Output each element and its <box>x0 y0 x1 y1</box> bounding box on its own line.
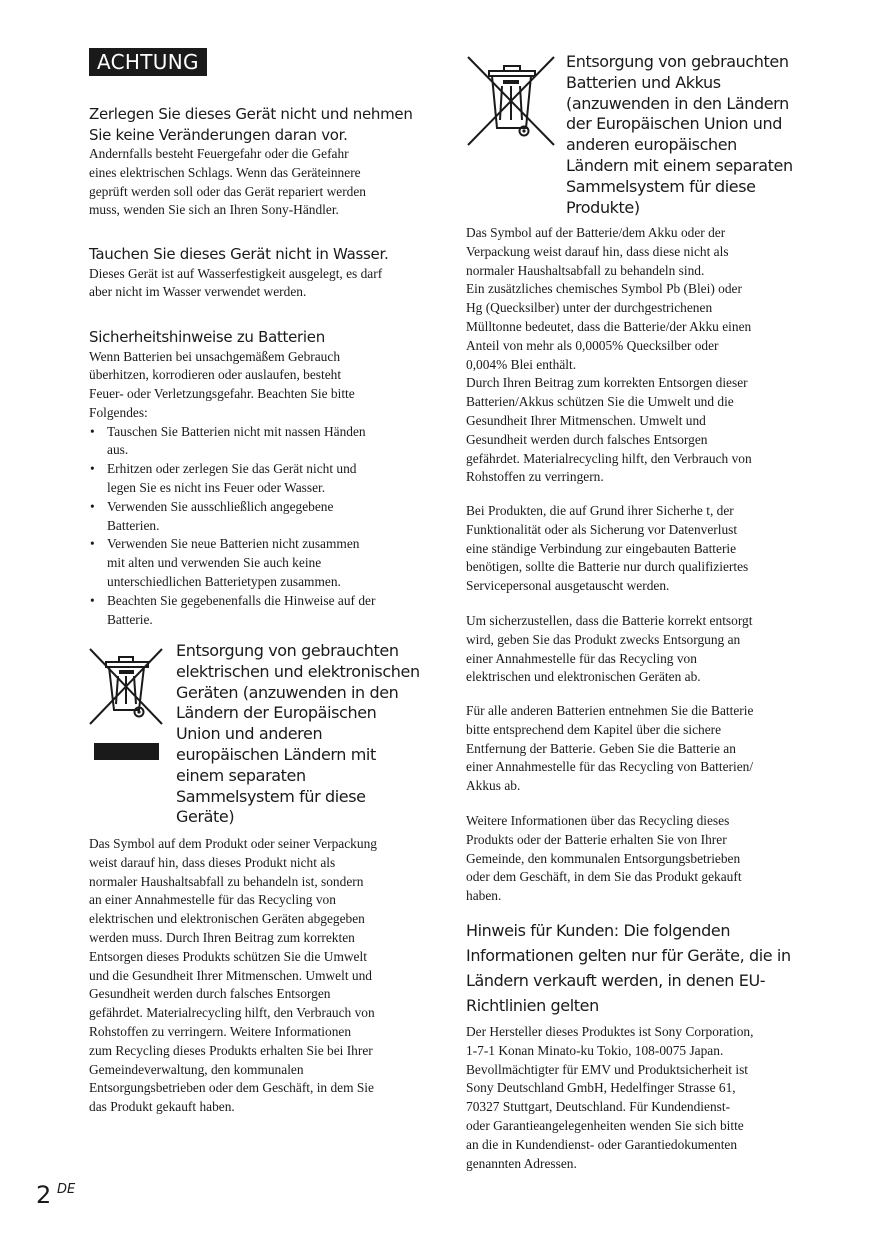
heading-weee-batteries: Entsorgung von gebrauchten Batterien und Akkus (anzuwenden in den Ländern der Europäischen Union und anderen europäischen Ländern mit einem separaten Sammelsystem für diese Produkte) <box>566 52 793 217</box>
list-item: • Erhitzen oder zerlegen Sie das Gerät nicht und legen Sie es nicht ins Feuer oder Wasser. <box>89 460 429 498</box>
heading-battery-safety: Sicherheitshinweise zu Batterien <box>89 328 325 346</box>
body-water: Dieses Gerät ist auf Wasserfestigkeit ausgelegt, es darf aber nicht im Wasser verwendet werden. <box>89 265 383 300</box>
paragraph-other-batteries: Für alle anderen Batterien entnehmen Sie die Batterie bitte entsprechend dem Kapitel über die sichere Entfernung der Batterie. Geben Sie die Batterie an einer Annahmestelle für das Recycling von Batterien/ Akkus ab. <box>466 703 754 794</box>
body-disassembly: Andernfalls besteht Feuergefahr oder die Gefahr eines elektrischen Schlags. Wenn das Geräteinnere geprüft werden soll oder das Gerät repariert werden muss, wenden Sie sich an Ihren Sony-Händler. <box>89 146 366 218</box>
heading-water: Tauchen Sie dieses Gerät nicht in Wasser. <box>89 245 389 263</box>
language-code: DE <box>57 1182 76 1197</box>
page-number: 2 <box>36 1181 52 1209</box>
weee-bin-icon <box>89 646 163 762</box>
heading-disassembly: Zerlegen Sie dieses Gerät nicht und nehmen Sie keine Veränderungen daran vor. <box>89 105 413 144</box>
section-battery-safety <box>89 327 429 629</box>
body-weee-devices: Das Symbol auf dem Produkt oder seiner Verpackung weist darauf hin, dass dieses Produkt nicht als normaler Haushaltsabfall zu behandeln ist, sondern an einer Annahmestelle für das Recycling von elektrischen und elektronischen Geräten abgegeben werden muss. Durch Ihren Beitrag zum korrekten Entsorgen dieses Produkts schützen Sie die Umwelt und die Gesundheit Ihrer Mitmenschen. Umwelt und Gesundheit werden durch falsches Entsorgen gefährdet. Materialrecycling hilft, den Verbrauch von Rohstoffen zu verringern. Weitere Informationen zum Recycling dieses Produkts erhalten Sie bei Ihrer Gemeindeverwaltung, den kommunalen Entsorgungsbetrieben oder dem Geschäft, in dem Sie das Produkt gekauft haben. <box>89 836 377 1115</box>
battery-safety-list <box>89 423 429 630</box>
body-eu-notice: Der Hersteller dieses Produktes ist Sony Corporation, 1-7-1 Konan Minato-ku Tokio, 108-0075 Japan. Bevollmächtigter für EMV und Produktsicherheit ist Sony Deutschland GmbH, Hedelfinger Strasse 61, 70327 Stuttgart, Deutschland. Für Kundendienst- oder Garantieangelegenheiten wenden Sie sich bitte an die in Kundendienst- oder Garantiedokumenten genannten Adressen. <box>466 1024 754 1171</box>
paragraph-correct-disposal: Um sicherzustellen, dass die Batterie korrekt entsorgt wird, geben Sie das Produkt zwecks Entsorgung an einer Annahmestelle für das Recycling von elektrischen und elektronischen Geräten ab. <box>466 613 753 685</box>
body-battery-safety: Wenn Batterien bei unsachgemäßem Gebrauch überhitzen, korrodieren oder auslaufen, besteht Feuer- oder Verletzungsgefahr. Beachten Sie bitte Folgendes: <box>89 348 355 420</box>
section-water <box>89 244 429 302</box>
heading-eu-notice: Hinweis für Kunden: Die folgenden Informationen gelten nur für Geräte, die in Ländern verkauft werden, in denen EU- Richtlinien gelten <box>466 921 791 1015</box>
paragraph-built-in-battery: Bei Produkten, die auf Grund ihrer Sicherhe t, der Funktionalität oder als Sicherung vor Datenverlust eine ständige Verbindung zur eingebauten Batterie benötigen, sollte die Batterie nur durch qualifiziertes Servicepersonal ausgetauscht werden. <box>466 503 749 594</box>
body-weee-batteries: Das Symbol auf der Batterie/dem Akku oder der Verpackung weist darauf hin, dass diese nicht als normaler Haushaltsabfall zu behandeln sind. Ein zusätzliches chemisches Symbol Pb (Blei) oder Hg (Quecksilber) unter der durchgestrichenen Mülltonne bedeutet, dass die Batterie/der Akku einen Anteil von mehr als 0,0005% Quecksilber oder 0,004% Blei enthält. Durch Ihren Beitrag zum korrekten Entsorgen dieser Batterien/Akkus schützen Sie die Umwelt und die Gesundheit Ihrer Mitmenschen. Umwelt und Gesundheit werden durch falsches Entsorgen gefährdet. Materialrecycling hilft, den Verbrauch von Rohstoffen zu verringern. <box>466 225 752 485</box>
list-item: • Tauschen Sie Batterien nicht mit nassen Händen aus. <box>89 423 429 461</box>
paragraph-more-info: Weitere Informationen über das Recycling dieses Produkts oder der Batterie erhalten Sie von Ihrer Gemeinde, den kommunalen Entsorgungsbetrieben oder dem Geschäft, in dem Sie das Produkt gekauft haben. <box>466 813 742 904</box>
section-disassembly <box>89 104 429 220</box>
heading-weee-devices: Entsorgung von gebrauchten elektrischen und elektronischen Geräten (anzuwenden in den Ländern der Europäischen Union und anderen europäischen Ländern mit einem separaten Sammelsystem für diese Geräte) <box>176 641 420 827</box>
weee-battery-bin-icon <box>466 54 556 148</box>
list-item: • Beachten Sie gegebenenfalls die Hinweise auf der Batterie. <box>89 592 429 630</box>
list-item: • Verwenden Sie neue Batterien nicht zusammen mit alten und verwenden Sie auch keine unterschiedlichen Batterietypen zusammen. <box>89 535 429 591</box>
warning-badge: ACHTUNG <box>89 48 207 76</box>
list-item: • Verwenden Sie ausschließlich angegebene Batterien. <box>89 498 429 536</box>
